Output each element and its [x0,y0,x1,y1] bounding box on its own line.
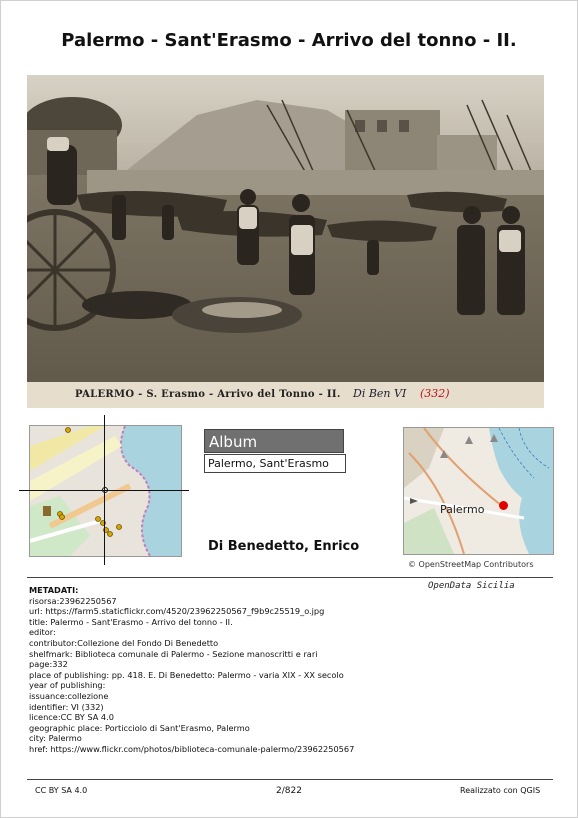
map-attribution: © OpenStreetMap Contributors [408,560,534,569]
author-name: Di Benedetto, Enrico [208,539,360,554]
metadata-line: contributor:Collezione del Fondo Di Benedetto [29,637,219,648]
metadata-block [29,585,549,755]
photo-illustration [27,75,544,408]
location-marker [499,501,508,510]
metadata-line: issuance:collezione [29,690,109,701]
metadata-line: geographic place: Porticciolo di Sant'Erasmo, Palermo [29,722,250,733]
overview-map [403,427,554,555]
source-label: OpenData Sicilia [428,581,515,591]
photo-handwritten-note: Di Ben VI [353,387,407,400]
metadata-line: identifier: VI (332) [29,701,104,712]
overview-map-graphic [404,428,553,554]
detail-map-graphic [30,426,181,556]
metadata-line: city: Palermo [29,733,82,744]
metadata-line: editor: [29,627,56,638]
metadata-line: href: https://www.flickr.com/photos/biblioteca-comunale-palermo/23962250567 [29,743,355,754]
metadata-line: page:332 [29,659,68,670]
page-title: Palermo - Sant'Erasmo - Arrivo del tonno - II. [61,30,517,51]
footer-license: CC BY SA 4.0 [35,786,88,795]
metadata-line: shelfmark: Biblioteca comunale di Palermo - Sezione manoscritti e rari [29,648,318,659]
detail-map [29,425,182,557]
metadata-line: licence:CC BY SA 4.0 [29,712,114,723]
footer-separator [27,779,553,780]
metadata-heading: METADATI: [29,585,79,595]
metadata-line: risorsa:23962250567 [29,595,117,606]
overview-map-place-label: Palermo [440,503,485,516]
footer-credit: Realizzato con QGIS [460,786,541,795]
page-number: 2/822 [276,786,302,796]
album-heading: Album [204,429,344,453]
crosshair-vertical [104,415,105,565]
album-value: Palermo, Sant'Erasmo [204,454,346,473]
photo-caption: PALERMO - S. Erasmo - Arrivo del Tonno - II. [75,389,341,400]
metadata-separator [27,577,553,578]
metadata-line: place of publishing: pp. 418. E. Di Benedetto: Palermo - varia XIX - XX secolo [29,669,344,680]
metadata-line: url: https://farm5.staticflickr.com/4520/23962250567_f9b9c25519_o.jpg [29,606,325,617]
historic-photo [27,75,544,408]
photo-handwritten-number: (332) [420,387,450,400]
metadata-line: title: Palermo - Sant'Erasmo - Arrivo del tonno - II. [29,616,233,627]
metadata-line: year of publishing: [29,680,106,691]
